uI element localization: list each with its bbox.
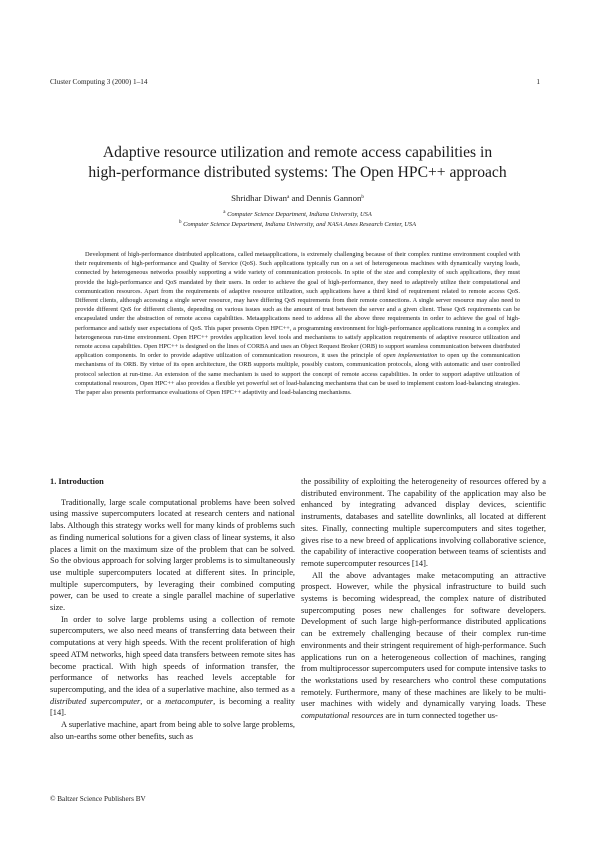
author-1: Shridhar Diwan [231,193,288,203]
affiliation-a-text: Computer Science Department, Indiana University, USA [227,211,372,218]
copyright-footer: © Baltzer Science Publishers BV [50,795,146,803]
abstract-text-2: to open up the communication mechanisms of its ORB. By virtue of its open architecture, the ORB supports multiple, possibly custom, communication protocols, along with automatic and user controlled protocol selection at run-time. An extension of the same mechanism is used to support the concept of remote access capabilities. In order to support adaptive utilization of computational resources, Open HPC++ also provides a flexible yet powerful set of load-balancing mechanisms that can be used to implement custom load-balancing strategies. The paper also presents performance evaluations of Open HPC++ adaptivity and load-balancing mechanisms. [75,352,521,397]
intro-paragraph-2-emphasis-2: metacomputer [165,696,214,706]
author-2: Dennis Gannon [306,193,362,203]
right-column [301,476,546,722]
intro-paragraph-3-continued: the possibility of exploiting the heterogeneity of resources offered by a distributed environment. The capability of the application may also be enhanced by integrating advanced display devices, scientific instruments, databases and satellite downlinks, all located at different sites. Finally, connecting multiple supercomputers and sites together, gives rise to a new breed of applications involving collaborative science, the capability of interactive cooperation between teams of scientists and remote supercomputer resources [14]. [301,477,546,568]
affiliation-b [40,220,555,228]
affiliation-a [40,210,555,218]
intro-paragraph-2-text-b: , or a [140,696,162,706]
intro-paragraph-3: A superlative machine, apart from being able to solve large problems, also un-earths some other benefits, such as [50,720,295,741]
paper-title [40,143,555,183]
abstract-emphasis: open implementation [383,352,438,360]
intro-paragraph-4-emphasis: computational resources [301,711,384,721]
journal-header: Cluster Computing 3 (2000) 1–14 [50,78,148,86]
intro-paragraph-2-text-a: In order to solve large problems using a collection of remote supercomputers, we also need means of transferring data between their computations at very high speeds. With the recent proliferation of high speed ATM networks, high speed data transfers between remote sites has become practical. With high speeds of information transfer, the performance of networks has reached levels acceptable for supercomputing, and the idea of a superlative machine, also termed as a [50,614,295,694]
affiliation-b-mark: b [178,220,182,225]
affiliation-b-text: Computer Science Department, Indiana University, and NASA Ames Research Center, USA [183,221,417,228]
intro-paragraph-4-text-b: are in turn connected together us- [385,711,498,721]
title-line-1: Adaptive resource utilization and remote access capabilities in [102,144,493,161]
author-list [40,193,555,203]
intro-paragraph-4-text-a: All the above advantages make metacomputing an attractive prospect. However, while the physical infrastructure to build such systems is becoming widespread, the complex nature of distributed supercomputing poses new challenges for software developers. Development of such large high-performance distributed applications can be extremely challenging because of their complex run-time environments and their stringent requirement of high-performance. Such applications run on a heterogeneous collection of machines, ranging from multiprocessor supercomputers used for compute intensive tasks to the workstations used by researchers who control these computations remotely. Furthermore, many of these machines are likely to be multi-user machines with widely and dynamically varying loads. These [301,570,546,709]
author-1-affiliation-mark: a [287,195,290,200]
intro-paragraph-4 [301,570,546,722]
intro-paragraph-2-emphasis-1: distributed supercomputer [50,696,141,706]
intro-paragraph-1: Traditionally, large scale computational problems have been solved using massive supercomputers located at research centers and national labs. Although this strategy works well for many kinds of problems such as finding numerical solutions for a given class of linear systems, it also places a limit on the maximum size of the problem that can be solved. So the obvious approach for solving larger problems is to simultaneously use multiple supercomputers located at different sites. In principle, multiple supercomputers, by leveraging their combined computing power, can be used to create a single parallel machine of superlative size. [50,497,296,613]
intro-paragraph-2 [50,614,295,719]
page-number: 1 [536,78,540,86]
left-column [50,476,295,742]
author-conjunction: and [291,193,305,203]
intro-paragraph-2-text-c: , is becoming a reality [14]. [50,696,295,718]
title-line-2: high-performance distributed systems: The Open HPC++ approach [88,164,507,181]
abstract-text-1: Development of high-performance distributed applications, called metaapplications, is extremely challenging because of their complex runtime environment coupled with their requirements of high-performance and Quality of Service (QoS). Such applications typically run on a set of heterogeneous machines with dynamically varying loads, connected by heterogeneous networks possibly supporting a wide variety of communication protocols. In spite of the size and complexity of such applications, they must provide the high-performance and QoS mandated by their users. In order to achieve the goal of high-performance, they need to adaptively utilize their computational and communication resources. Apart from the requirements of adaptive resource utilization, such applications have a third kind of requirement related to remote access QoS. Different clients, although accessing a single server resource, may have differing QoS requirements from their remote connections. A single server resource may also need to provide different QoS for different clients, depending on various issues such as the amount of trust between the server and a given client. These QoS requirements can be encapsulated under the abstraction of remote access capabilities. Metaapplications need to address all the above three requirements in order to achieve the goal of high-performance and satisfy user expectations of QoS. This paper presents Open HPC++, a programming environment for high-performance applications running in a complex and heterogeneous run-time environment. Open HPC++ provides application level tools and mechanisms to satisfy application requirements of adaptive resource utilization and remote access capabilities. Open HPC++ is designed on the lines of CORBA and uses an Object Request Broker (ORB) to support seamless communication between distributed application components. In order to provide adaptive utilization of communication resources, it uses the principle of [75,251,520,360]
affiliation-a-mark: a [223,210,226,215]
section-heading: 1. Introduction [50,477,104,486]
abstract [75,250,520,397]
author-2-affiliation-mark: b [361,195,364,200]
